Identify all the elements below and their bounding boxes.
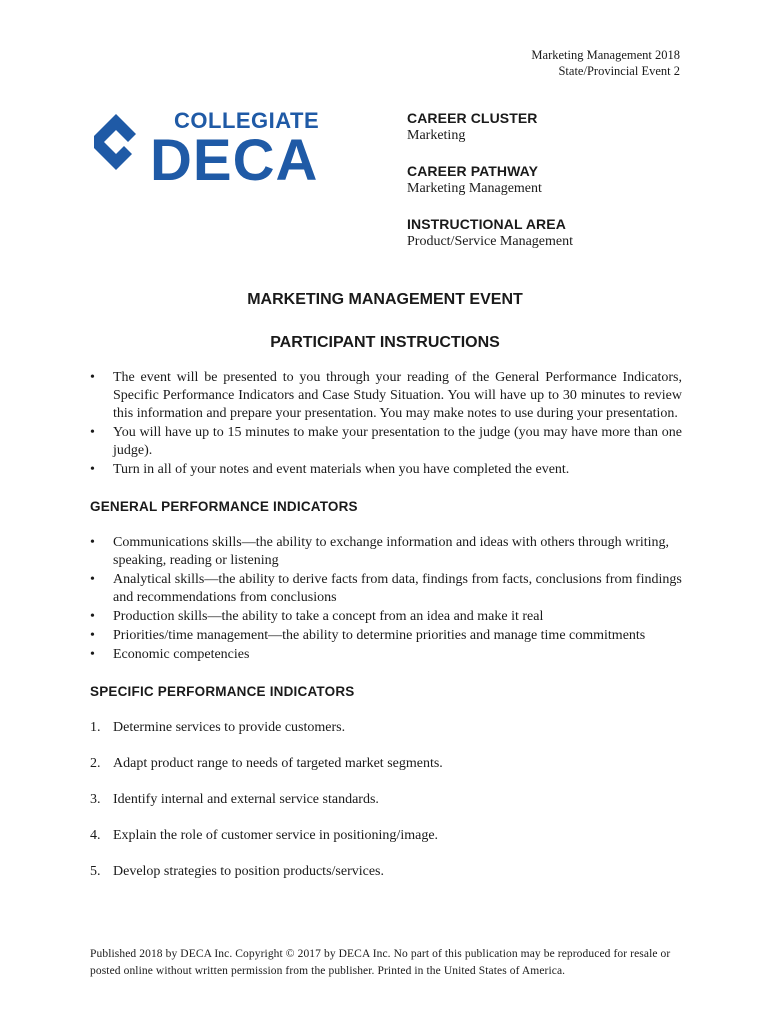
item-text: Explain the role of customer service in positioning/image. (113, 828, 439, 843)
list-item: • Production skills—the ability to take a concept from an idea and make it real (90, 608, 682, 626)
collegiate-deca-logo (92, 108, 362, 188)
career-info (407, 110, 687, 269)
list-item (90, 827, 682, 845)
list-item (90, 791, 682, 809)
list-item: • The event will be presented to you through your reading of the General Performance Indicators, Specific Performance Indicators and Case Study Situation. You will have up to 30 minutes to review this information and prepare your presentation. You may make notes to use during your presentation. (90, 369, 682, 423)
instructions-list (90, 369, 682, 479)
item-number: 2. (90, 756, 101, 771)
career-cluster-label: CAREER CLUSTER (407, 110, 538, 126)
instructional-area-label: INSTRUCTIONAL AREA (407, 216, 566, 232)
career-cluster-value: Marketing (407, 128, 466, 143)
instructions-title: PARTICIPANT INSTRUCTIONS (270, 334, 500, 351)
document-body (90, 369, 682, 899)
item-text: Identify internal and external service standards. (113, 792, 379, 807)
item-number: 4. (90, 828, 101, 843)
item-number: 3. (90, 792, 101, 807)
list-item (90, 755, 682, 773)
logo-main-text: DECA (150, 128, 319, 188)
header-event-number: State/Provincial Event 2 (558, 64, 680, 78)
item-text: Determine services to provide customers. (113, 720, 346, 735)
copyright-footer: Published 2018 by DECA Inc. Copyright © 2017 by DECA Inc. No part of this publication may be reproduced for resale or posted online without written permission from the publisher. Printed in the United States of America. (90, 948, 671, 977)
list-item: • Priorities/time management—the ability to determine priorities and manage time commitments (90, 627, 682, 645)
list-item (90, 863, 682, 881)
spi-list (90, 719, 682, 881)
list-item: • Analytical skills—the ability to derive facts from data, findings from facts, conclusions from findings and recommendations from conclusions (90, 571, 682, 607)
gpi-list (90, 534, 682, 664)
page-header-info (531, 47, 680, 79)
event-title: MARKETING MANAGEMENT EVENT (247, 291, 523, 308)
item-text: Develop strategies to position products/services. (113, 864, 384, 879)
item-number: 5. (90, 864, 101, 879)
item-text: Adapt product range to needs of targeted market segments. (113, 756, 443, 771)
instructional-area-value: Product/Service Management (407, 234, 574, 249)
list-item (90, 719, 682, 737)
career-pathway-label: CAREER PATHWAY (407, 163, 539, 179)
list-item: • Communications skills—the ability to exchange information and ideas with others through writing, speaking, reading or listening (90, 534, 682, 570)
list-item: • You will have up to 15 minutes to make your presentation to the judge (you may have more than one judge). (90, 424, 682, 460)
list-item: • Turn in all of your notes and event materials when you have completed the event. (90, 461, 682, 479)
logo-top-text: COLLEGIATE (174, 108, 320, 133)
career-pathway-value: Marketing Management (407, 181, 542, 196)
list-item: • Economic competencies (90, 646, 682, 664)
item-number: 1. (90, 720, 101, 735)
header-event-name: Marketing Management 2018 (531, 48, 680, 62)
spi-heading: SPECIFIC PERFORMANCE INDICATORS (90, 684, 355, 699)
gpi-heading: GENERAL PERFORMANCE INDICATORS (90, 499, 358, 514)
